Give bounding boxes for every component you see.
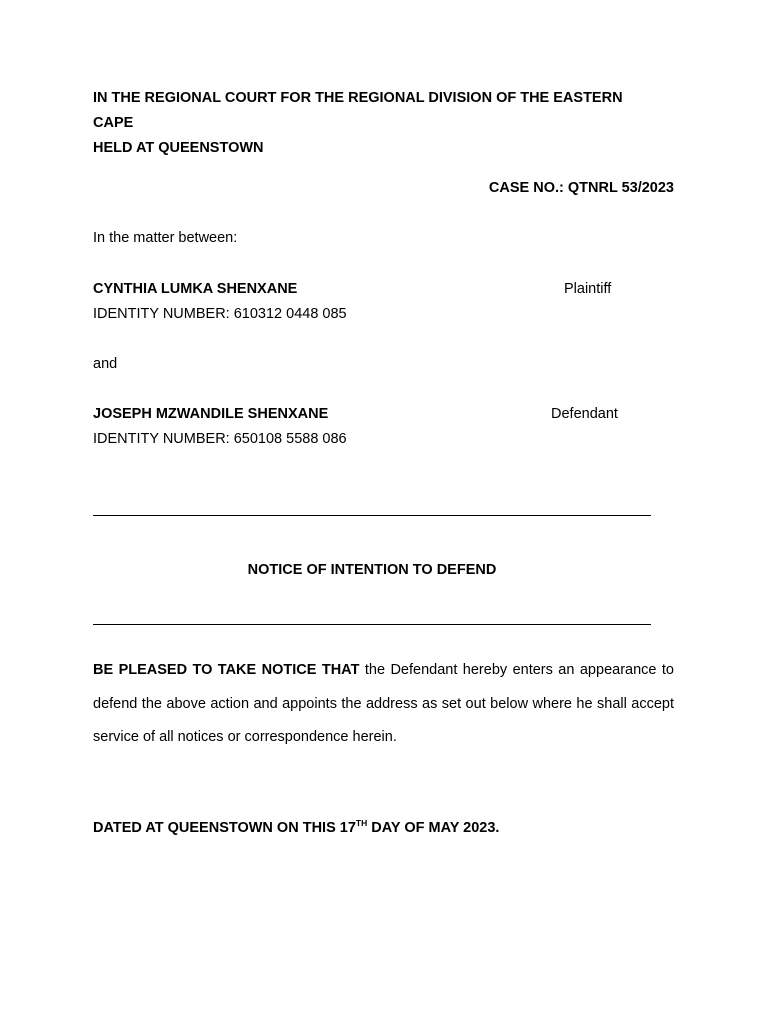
notice-body-text: the Defendant hereby enters an appearance to defend the above action and appoints the address as set out below where he shall accept service of all notices or correspondence herein. <box>93 662 674 745</box>
dated-line <box>93 820 499 836</box>
defendant-name: JOSEPH MZWANDILE SHENXANE <box>93 406 329 422</box>
case-number: CASE NO.: QTNRL 53/2023 <box>488 180 674 196</box>
dated-prefix: DATED AT QUEENSTOWN ON THIS 17 <box>93 820 356 836</box>
notice-title: NOTICE OF INTENTION TO DEFEND <box>247 562 497 578</box>
matter-between-text: In the matter between: <box>93 230 238 246</box>
divider-top <box>93 515 651 516</box>
court-heading <box>93 86 683 161</box>
notice-body-lead: BE PLEASED TO TAKE NOTICE THAT <box>93 662 360 678</box>
court-heading-line-1: IN THE REGIONAL COURT FOR THE REGIONAL DIVISION OF THE EASTERN <box>93 90 623 106</box>
dated-suffix: DAY OF MAY 2023. <box>367 820 500 836</box>
dated-ordinal: TH <box>355 818 368 828</box>
conjunction-and: and <box>93 356 118 372</box>
plaintiff-name: CYNTHIA LUMKA SHENXANE <box>93 281 298 297</box>
plaintiff-role: Plaintiff <box>564 281 612 297</box>
plaintiff-id: IDENTITY NUMBER: 610312 0448 085 <box>93 306 347 322</box>
defendant-role: Defendant <box>551 406 618 422</box>
court-heading-line-2: CAPE <box>93 115 134 131</box>
court-heading-line-3: HELD AT QUEENSTOWN <box>93 140 264 156</box>
defendant-id: IDENTITY NUMBER: 650108 5588 086 <box>93 431 347 447</box>
divider-bottom <box>93 624 651 625</box>
notice-body <box>93 654 674 755</box>
